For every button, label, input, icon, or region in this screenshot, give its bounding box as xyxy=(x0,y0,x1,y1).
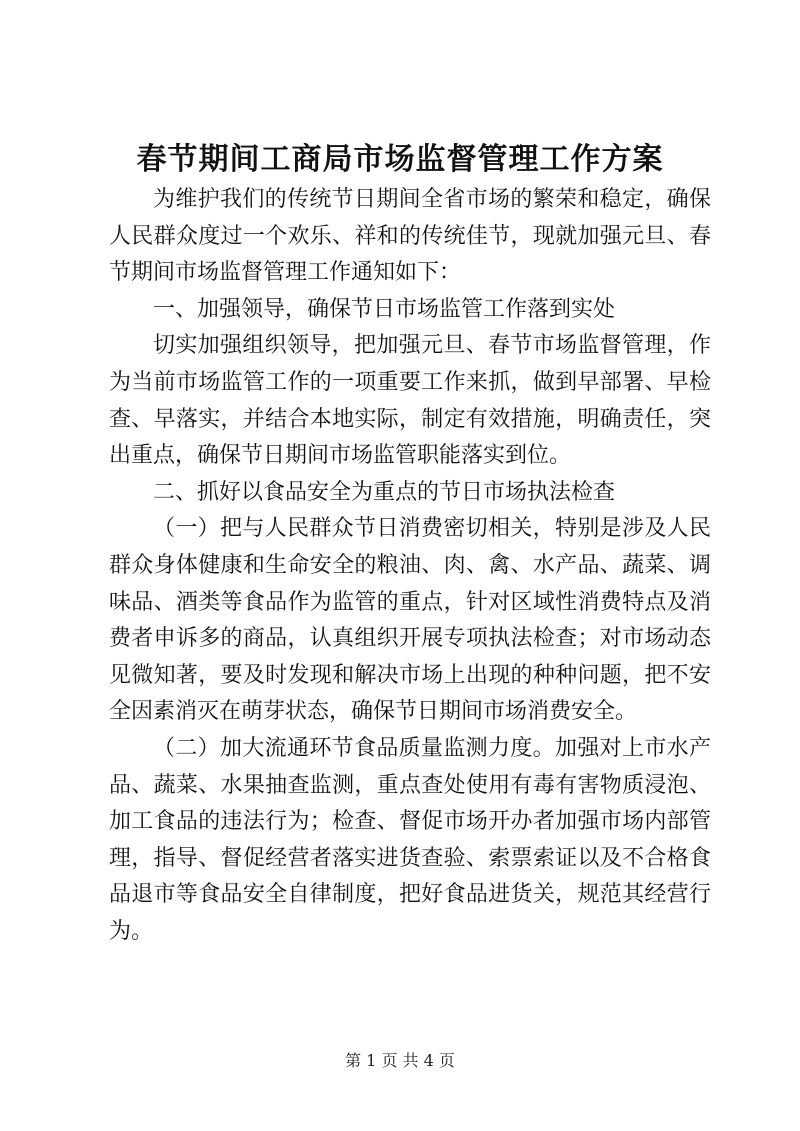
page-number: 第 1 页 共 4 页 xyxy=(345,1051,455,1070)
paragraph-item-2: （二）加大流通环节食品质量监测力度。加强对上市水产品、蔬菜、水果抽查监测，重点查处使用有毒有害物质浸泡、加工食品的违法行为；检查、督促市场开办者加强市场内部管理，指导、督促经营者落实进货查验、索票索证以及不合格食品退市等食品安全自律制度，把好食品进货关，规范其经营行为。 xyxy=(109,735,711,944)
paragraph-item-1: （一）把与人民群众节日消费密切相关，特别是涉及人民群众身体健康和生命安全的粮油、肉、禽、水产品、蔬菜、调味品、酒类等食品作为监管的重点，针对区域性消费特点及消费者申诉多的商品，认真组织开展专项执法检查；对市场动态见微知著，要及时发现和解决市场上出现的种种问题，把不安全因素消灭在萌芽状态，确保节日期间市场消费安全。 xyxy=(109,516,711,725)
paragraph-intro: 为维护我们的传统节日期间全省市场的繁荣和稳定，确保人民群众度过一个欢乐、祥和的传统佳节，现就加强元旦、春节期间市场监督管理工作通知如下： xyxy=(109,187,711,286)
paragraph-section-1: 切实加强组织领导，把加强元旦、春节市场监督管理，作为当前市场监管工作的一项重要工作来抓，做到早部署、早检查、早落实，并结合本地实际，制定有效措施，明确责任，突出重点，确保节日期间市场监管职能落实到位。 xyxy=(109,333,711,469)
document-title: 春节期间工商局市场监督管理工作方案 xyxy=(136,142,664,177)
section-heading-2: 二、抓好以食品安全为重点的节日市场执法检查 xyxy=(153,479,616,505)
document-body xyxy=(109,182,711,950)
section-heading-1: 一、加强领导，确保节日市场监管工作落到实处 xyxy=(153,296,616,322)
